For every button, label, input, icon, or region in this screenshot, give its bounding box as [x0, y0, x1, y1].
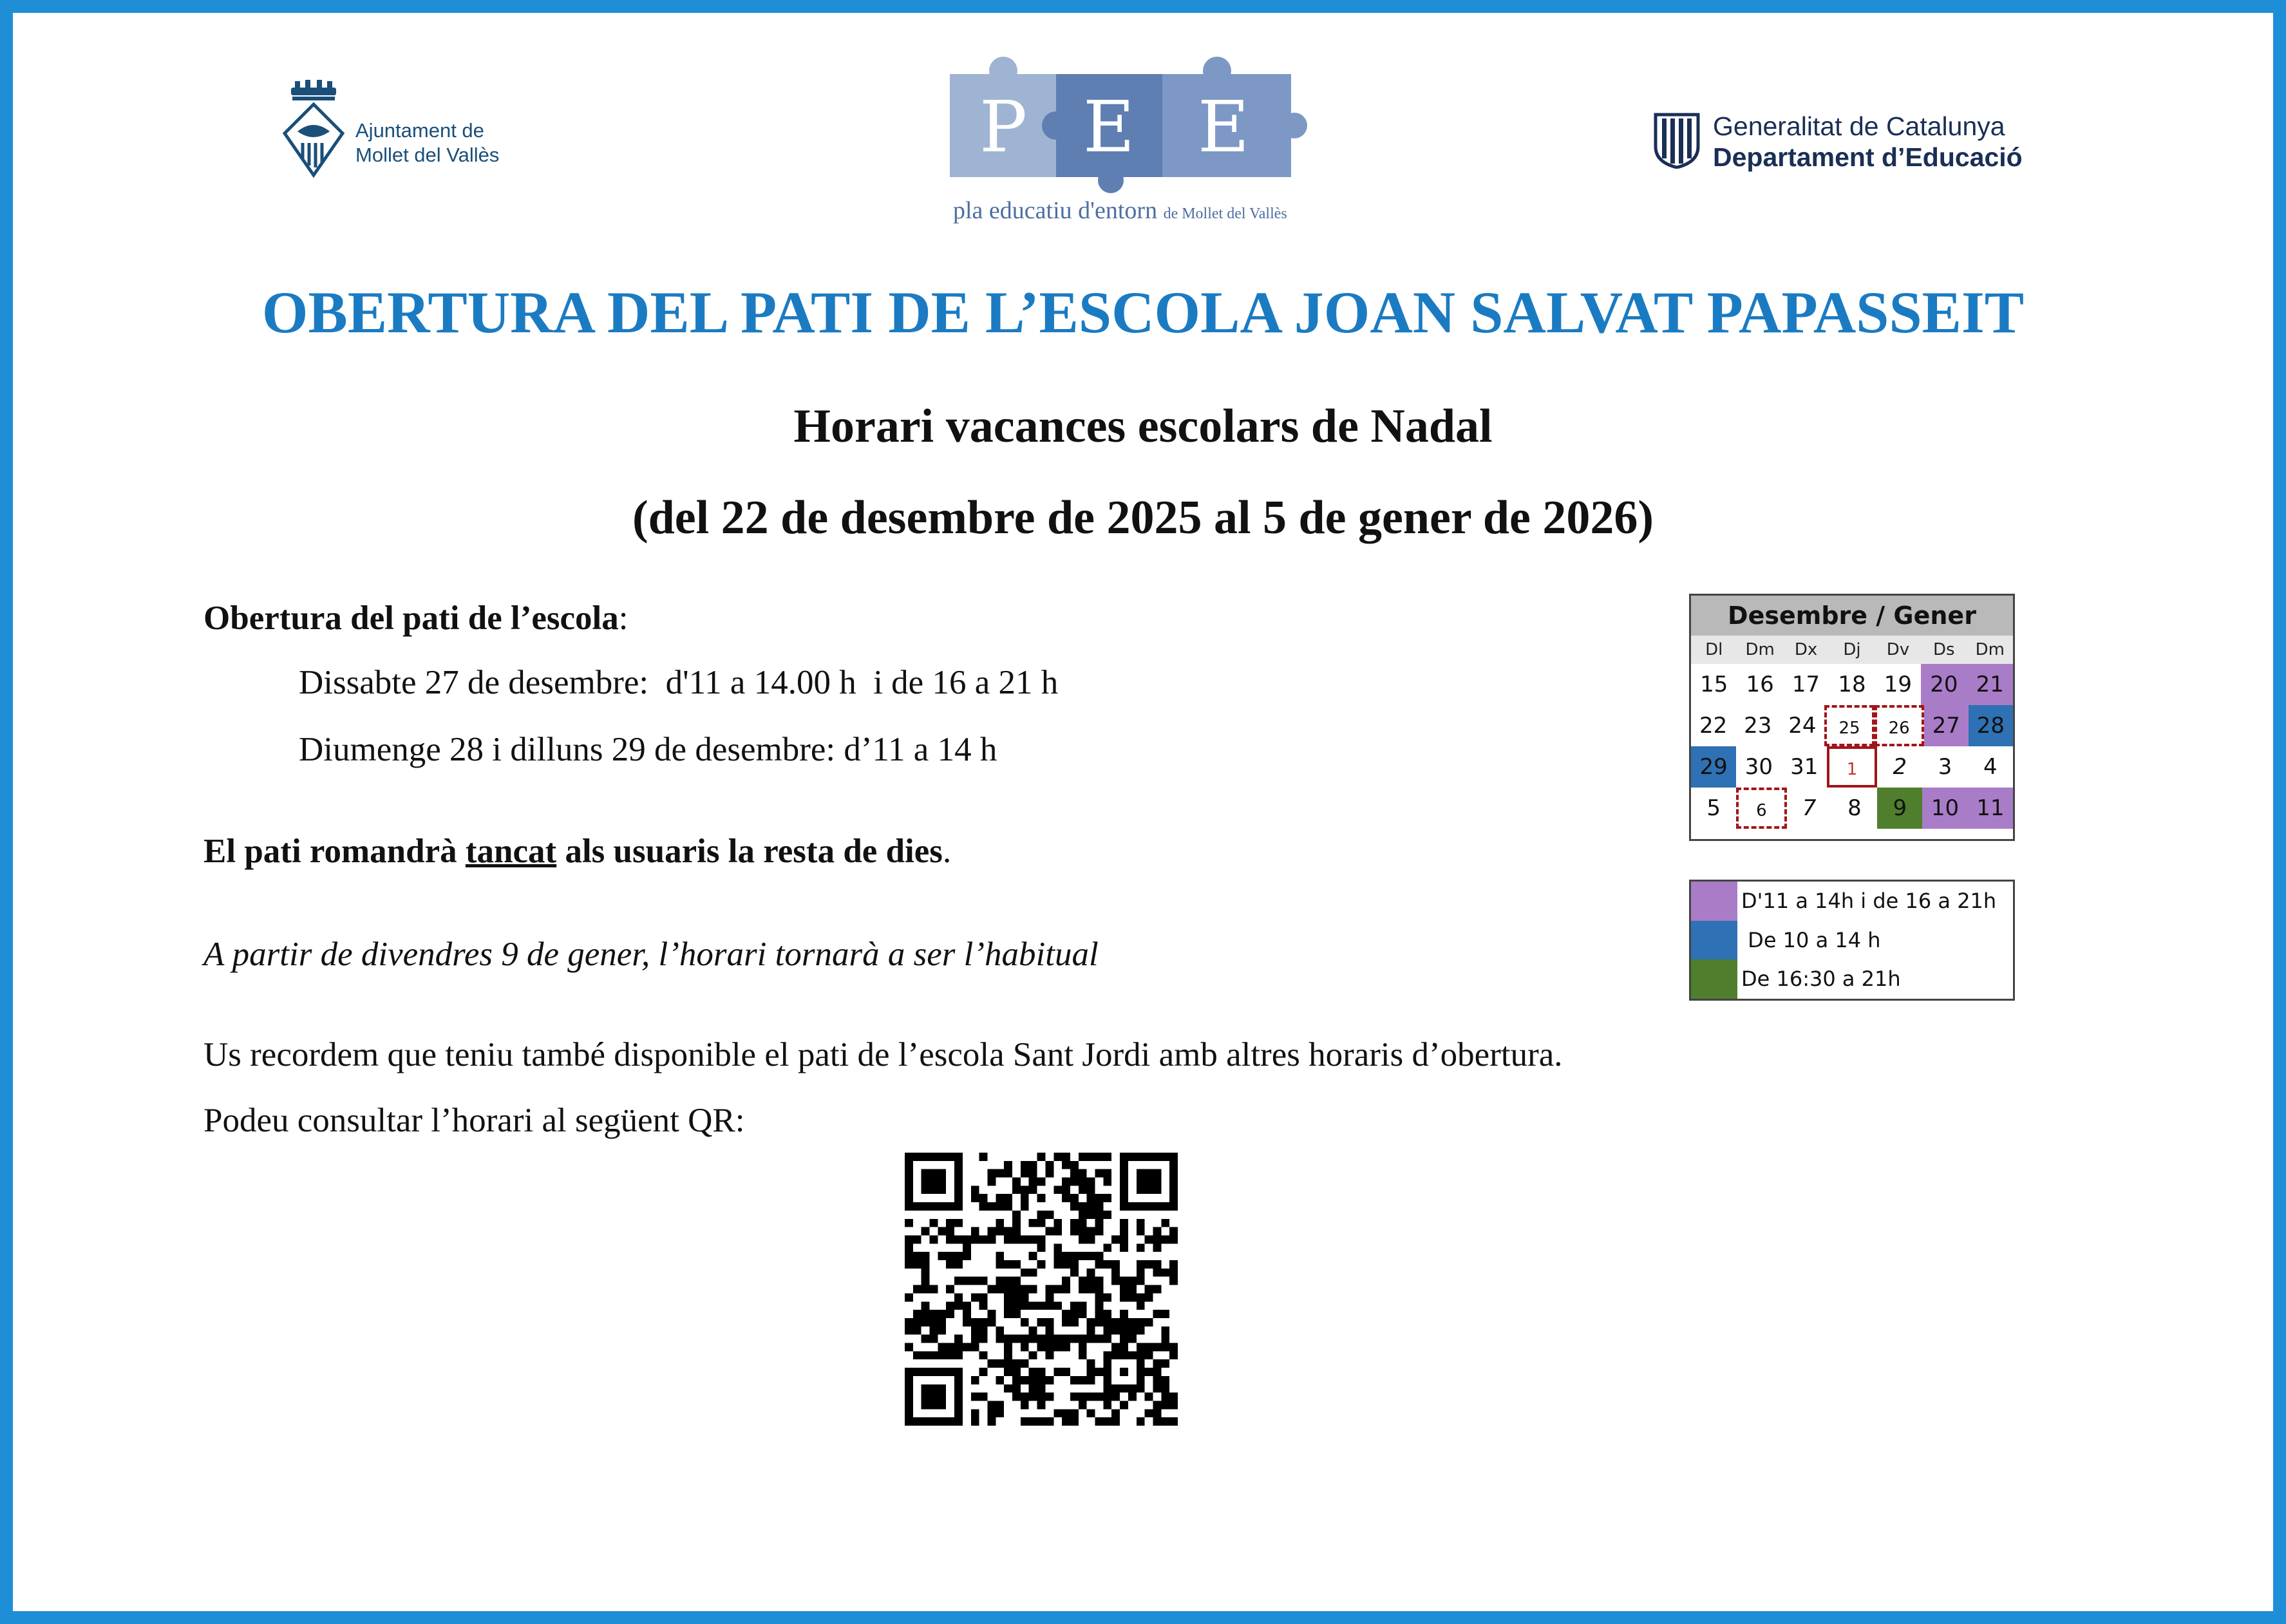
page-title: OBERTURA DEL PATI DE L’ESCOLA JOAN SALVAT PAPASSEIT	[261, 279, 2025, 345]
pee-letter-e2: E	[1197, 86, 1250, 168]
weekday-0: Dl	[1705, 640, 1723, 659]
qr-code[interactable]	[905, 1153, 1178, 1426]
calendar-day: 16	[1746, 672, 1774, 697]
calendar-day: 30	[1744, 754, 1773, 780]
calendar-day: 29	[1691, 746, 1736, 788]
gencat-line1: Generalitat de Catalunya	[1713, 111, 2005, 141]
calendar-day: 9	[1877, 788, 1922, 829]
legend-item	[1691, 921, 2013, 960]
calendar-weeks	[1691, 664, 2013, 829]
ajuntament-line2: Mollet del Vallès	[355, 144, 500, 166]
calendar-day: 10	[1922, 788, 1967, 829]
calendar	[1689, 594, 2015, 841]
weekday-2: Dx	[1794, 640, 1818, 659]
normal-hours-notice: A partir de divendres 9 de gener, l’horari tornarà a ser l’habitual	[203, 936, 1099, 973]
legend-swatch	[1691, 882, 1737, 921]
calendar-day: 18	[1838, 672, 1866, 697]
weekday-1: Dm	[1745, 640, 1775, 659]
closed-notice: El pati romandrà tancat als usuaris la resta de dies.	[203, 833, 952, 870]
mollet-shield-icon	[278, 79, 349, 182]
legend-label: D'11 a 14h i de 16 a 21h	[1741, 889, 1997, 913]
calendar-day: 22	[1699, 713, 1728, 739]
calendar-day: 7	[1802, 795, 1817, 821]
calendar-day: 2	[1893, 754, 1907, 780]
gencat-logo	[1652, 111, 2064, 175]
weekday-4: Dv	[1886, 640, 1910, 659]
calendar-day: 20	[1921, 664, 1967, 705]
calendar-week	[1691, 705, 2013, 746]
gencat-line2: Departament d’Educació	[1713, 142, 2023, 172]
reminder-text: Us recordem que teniu també disponible el pati de l’escola Sant Jordi amb altres horaris d’obertura.	[203, 1036, 1563, 1073]
weekday-3: Dj	[1843, 640, 1861, 659]
calendar-day: 21	[1967, 664, 2013, 705]
calendar-day: 11	[1968, 788, 2013, 829]
calendar-day: 28	[1969, 705, 2013, 746]
generalitat-emblem-icon	[1652, 111, 1702, 169]
calendar-day: 8	[1847, 795, 1862, 821]
ajuntament-logo	[278, 79, 523, 182]
puzzle-logo-icon	[947, 52, 1307, 193]
calendar-day: 4	[1983, 754, 1998, 780]
calendar-day: 5	[1706, 795, 1721, 821]
calendar-week	[1691, 746, 2013, 788]
calendar-day: 31	[1790, 754, 1818, 780]
calendar-day: 17	[1791, 672, 1820, 697]
calendar-day: 25	[1824, 705, 1874, 746]
ajuntament-line1: Ajuntament de	[355, 119, 484, 142]
subtitle-holidays: Horari vacances escolars de Nadal	[793, 400, 1493, 453]
calendar-weekdays	[1691, 636, 2013, 664]
calendar-day: 15	[1700, 672, 1728, 697]
calendar-day: 23	[1744, 713, 1772, 739]
calendar-week	[1691, 788, 2013, 829]
calendar-day: 3	[1938, 754, 1952, 780]
legend-swatch	[1691, 921, 1737, 960]
weekday-5: Ds	[1933, 640, 1955, 659]
calendar-day: 1	[1827, 746, 1877, 788]
calendar-day: 27	[1924, 705, 1969, 746]
calendar-day: 26	[1875, 705, 1924, 746]
weekday-6: Dm	[1975, 640, 2005, 659]
calendar-legend	[1689, 880, 2015, 1001]
pee-subtitle: pla educatiu d'entorn de Mollet del Vallès	[953, 197, 1287, 224]
calendar-day: 24	[1788, 713, 1817, 739]
calendar-title: Desembre / Gener	[1691, 596, 2013, 636]
saturday-schedule: Dissabte 27 de desembre: d'11 a 14.00 h i de 16 a 21 h	[299, 664, 1059, 701]
pee-logo	[947, 52, 1307, 232]
calendar-week	[1691, 664, 2013, 705]
calendar-day: 19	[1884, 672, 1913, 697]
sunday-schedule: Diumenge 28 i dilluns 29 de desembre: d’11 a 14 h	[299, 731, 997, 768]
legend-swatch	[1691, 959, 1737, 999]
pee-letter-p: P	[979, 86, 1028, 168]
pee-letter-e1: E	[1082, 86, 1135, 168]
qr-instruction: Podeu consultar l’horari al següent QR:	[203, 1102, 745, 1139]
subtitle-dates: (del 22 de desembre de 2025 al 5 de gener de 2026)	[632, 491, 1654, 544]
opening-heading: Obertura del pati de l’escola:	[203, 600, 628, 637]
legend-item	[1691, 959, 2013, 999]
calendar-day: 6	[1736, 788, 1786, 829]
legend-item	[1691, 882, 2013, 921]
legend-label: De 16:30 a 21h	[1741, 967, 1901, 992]
legend-label: De 10 a 14 h	[1741, 927, 1881, 952]
